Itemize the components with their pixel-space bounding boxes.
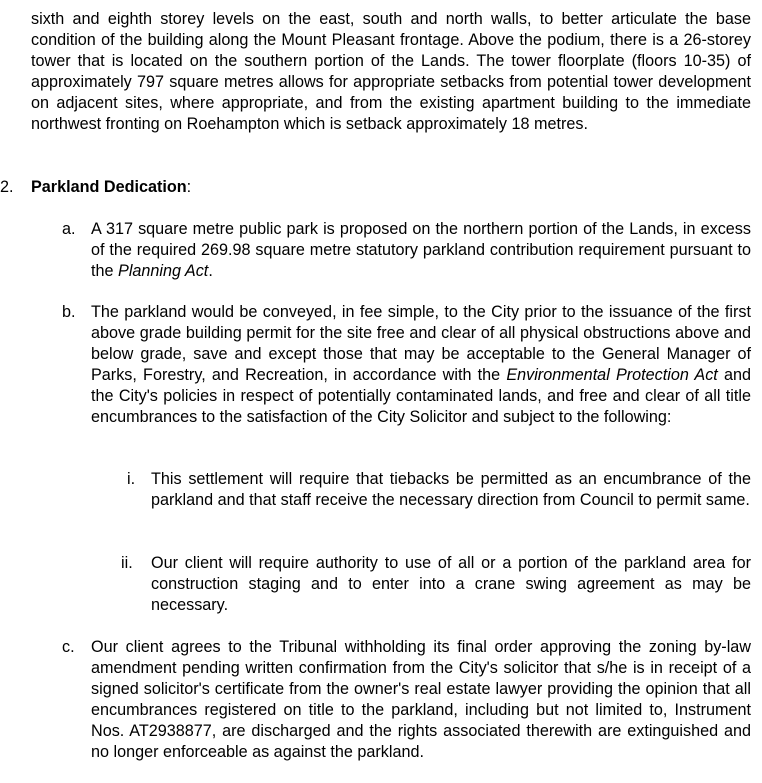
item-text xyxy=(91,302,751,428)
section-number: 2. xyxy=(0,178,14,196)
item-label: ii. xyxy=(121,554,133,572)
item-text-part: . xyxy=(208,262,213,280)
environmental-protection-act-citation: Environmental Protection Act xyxy=(506,366,718,384)
item-text-part: The parkland would be conveyed, in fee simple, to the City prior to the issuance of the first above grade building permit for the site free and clear of all physical obstructions above and below grade, save and except those that may be acceptable to the General Manager of Parks, Forestry, and Recreation, in accordance with the xyxy=(91,303,751,384)
section-heading-text: Parkland Dedication xyxy=(31,178,187,196)
section-heading xyxy=(31,177,191,198)
item-label: i. xyxy=(127,470,136,488)
item-text: This settlement will require that tiebacks be permitted as an encumbrance of the parkland and that staff receive the necessary direction from Council to permit same. xyxy=(151,470,751,509)
item-label: b. xyxy=(62,303,76,321)
item-text: Our client will require authority to use of all or a portion of the parkland area for construction staging and to enter into a crane swing agreement as may be necessary. xyxy=(151,554,751,614)
intro-paragraph: sixth and eighth storey levels on the east, south and north walls, to better articulate the base condition of the building along the Mount Pleasant frontage. Above the podium, there is a 26-storey tower that is located on the southern portion of the Lands. The tower floorplate (floors 10-35) of approximately 797 square metres allows for appropriate setbacks from potential tower development on adjacent sites, where appropriate, and from the existing apartment building to the immediate northwest fronting on Roehampton which is setback approximately 18 metres. xyxy=(31,10,751,133)
item-text xyxy=(91,219,751,282)
item-text: Our client agrees to the Tribunal withholding its final order approving the zoning by-law amendment pending written confirmation from the City's solicitor that s/he is in receipt of a signed solicitor's certificate from the owner's real estate lawyer providing the opinion that all encumbrances registered on title to the parkland, including but not limited to, Instrument Nos. AT2938877, are discharged and the rights associated therewith are extinguished and no longer enforceable as against the parkland. xyxy=(91,638,751,761)
planning-act-citation: Planning Act xyxy=(118,262,209,280)
item-label: c. xyxy=(62,638,75,656)
item-label: a. xyxy=(62,220,76,238)
item-text-part: and the City's policies in respect of potentially contaminated lands, and free and clear of all title encumbrances to the satisfaction of the City Solicitor and subject to the following: xyxy=(91,366,751,426)
item-text-part: A 317 square metre public park is proposed on the northern portion of the Lands, in excess of the required 269.98 square metre statutory parkland contribution requirement pursuant to the xyxy=(91,220,751,280)
section-heading-colon: : xyxy=(186,178,192,196)
